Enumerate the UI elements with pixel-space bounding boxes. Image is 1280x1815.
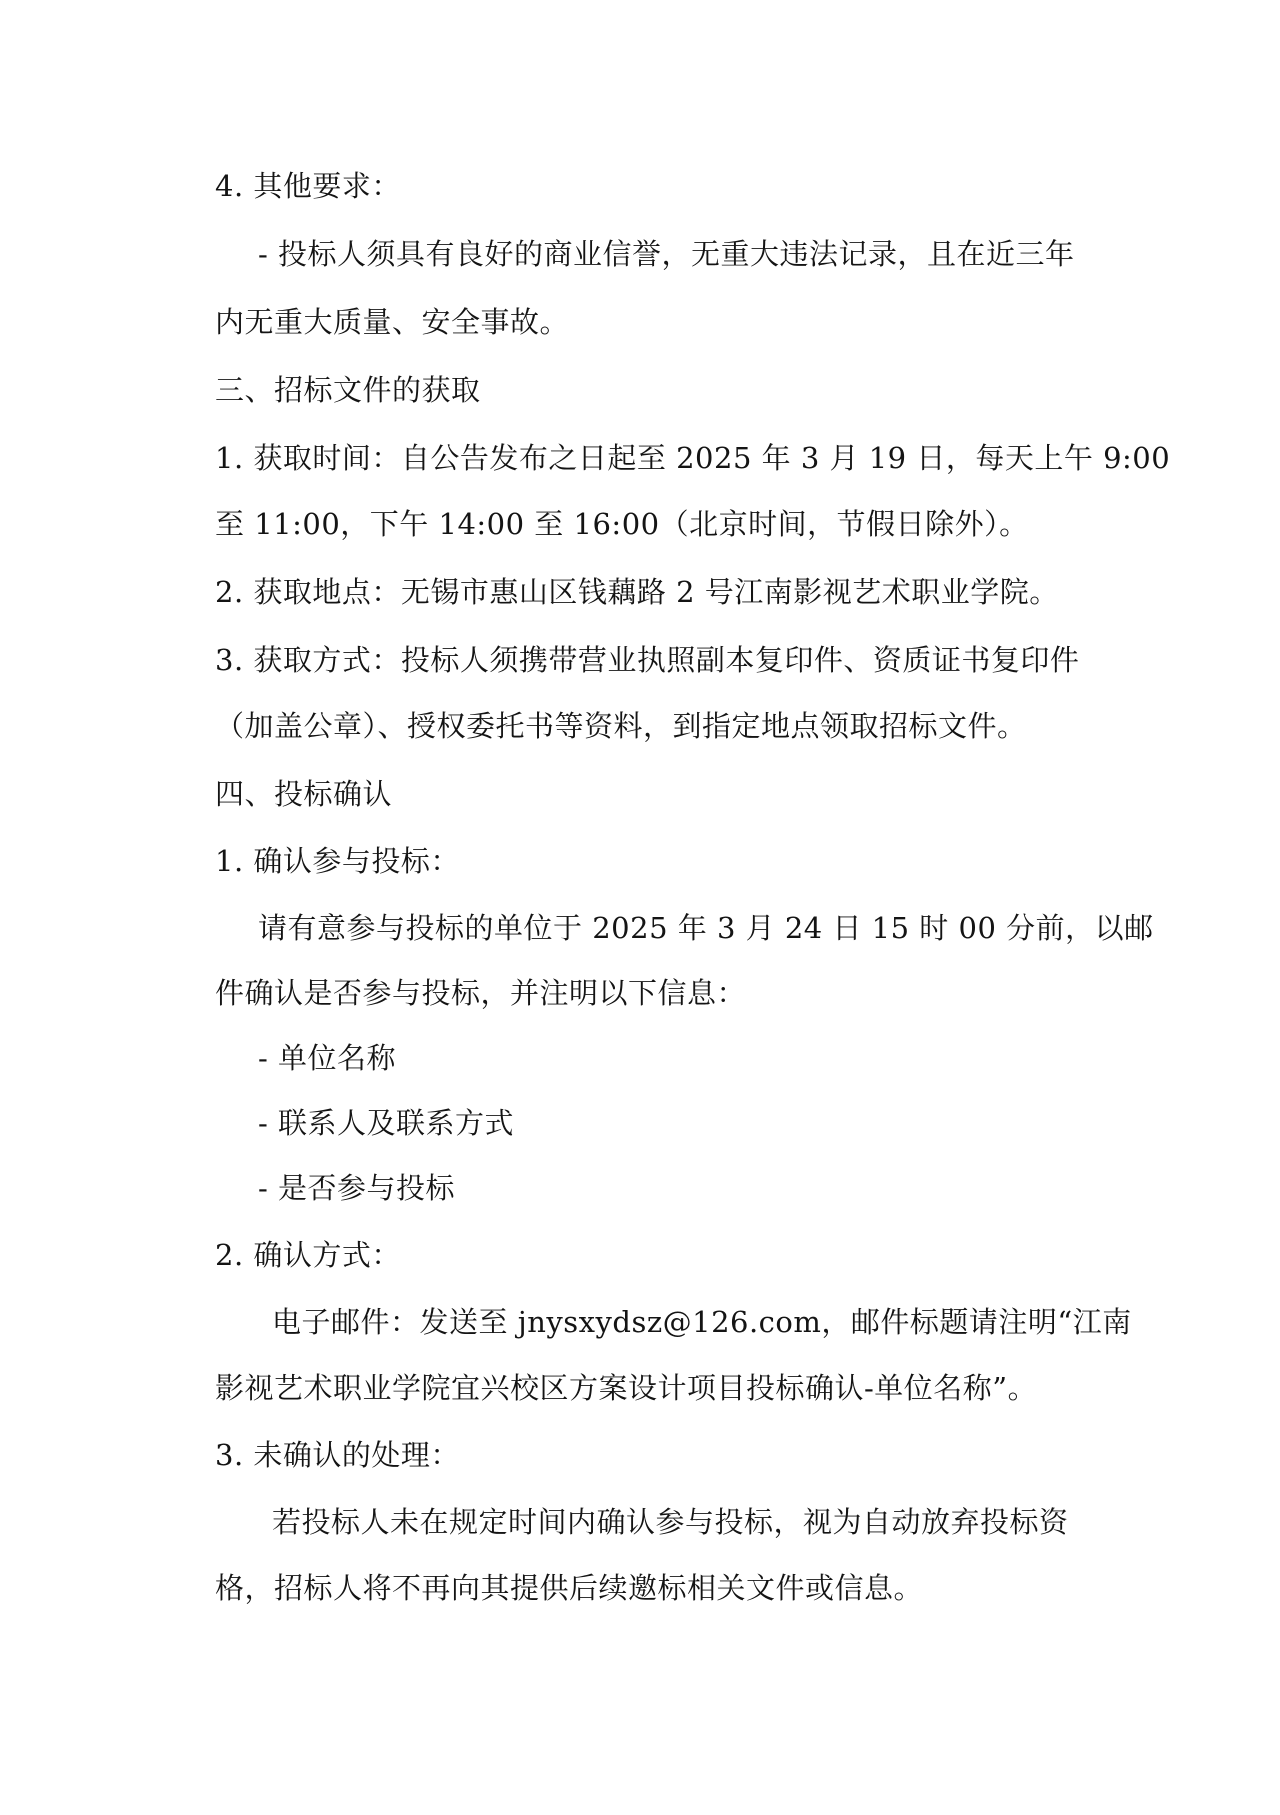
paragraph-email-line-1: 电子邮件：发送至 jnysxydsz@126.com，邮件标题请注明“江南 xyxy=(272,1305,1132,1339)
list-item-contact: - 联系人及联系方式 xyxy=(258,1106,515,1140)
paragraph-email-line-2: 影视艺术职业学院宜兴校区方案设计项目投标确认-单位名称”。 xyxy=(215,1371,1038,1405)
heading-unconfirmed-handling: 3. 未确认的处理： xyxy=(215,1438,460,1472)
paragraph-obtain-method-line-1: 3. 获取方式：投标人须携带营业执照副本复印件、资质证书复印件 xyxy=(215,643,1080,677)
section-heading-obtain-documents: 三、招标文件的获取 xyxy=(215,373,481,407)
list-item-unit-name: - 单位名称 xyxy=(258,1041,397,1075)
paragraph-obtain-method-line-2: （加盖公章）、授权委托书等资料，到指定地点领取招标文件。 xyxy=(215,709,1027,743)
paragraph-obtain-location: 2. 获取地点：无锡市惠山区钱藕路 2 号江南影视艺术职业学院。 xyxy=(215,575,1059,609)
paragraph-unconfirmed-line-1: 若投标人未在规定时间内确认参与投标，视为自动放弃投标资 xyxy=(272,1505,1069,1539)
paragraph-unconfirmed-line-2: 格，招标人将不再向其提供后续邀标相关文件或信息。 xyxy=(215,1571,924,1605)
section-heading-bid-confirmation: 四、投标确认 xyxy=(215,777,393,811)
paragraph-reputation-line-1: - 投标人须具有良好的商业信誉，无重大违法记录，且在近三年 xyxy=(258,237,1075,271)
heading-confirm-participation: 1. 确认参与投标： xyxy=(215,844,460,878)
list-item-participation: - 是否参与投标 xyxy=(258,1171,456,1205)
paragraph-obtain-time-line-1: 1. 获取时间：自公告发布之日起至 2025 年 3 月 19 日，每天上午 9:00 xyxy=(215,441,1171,475)
heading-confirm-method: 2. 确认方式： xyxy=(215,1238,401,1272)
heading-other-requirements: 4. 其他要求： xyxy=(215,169,401,203)
paragraph-confirm-deadline-line-1: 请有意参与投标的单位于 2025 年 3 月 24 日 15 时 00 分前，以邮 xyxy=(258,911,1154,945)
paragraph-reputation-line-2: 内无重大质量、安全事故。 xyxy=(215,305,570,339)
paragraph-confirm-deadline-line-2: 件确认是否参与投标，并注明以下信息： xyxy=(215,976,747,1010)
paragraph-obtain-time-line-2: 至 11:00，下午 14:00 至 16:00（北京时间，节假日除外）。 xyxy=(215,507,1029,541)
